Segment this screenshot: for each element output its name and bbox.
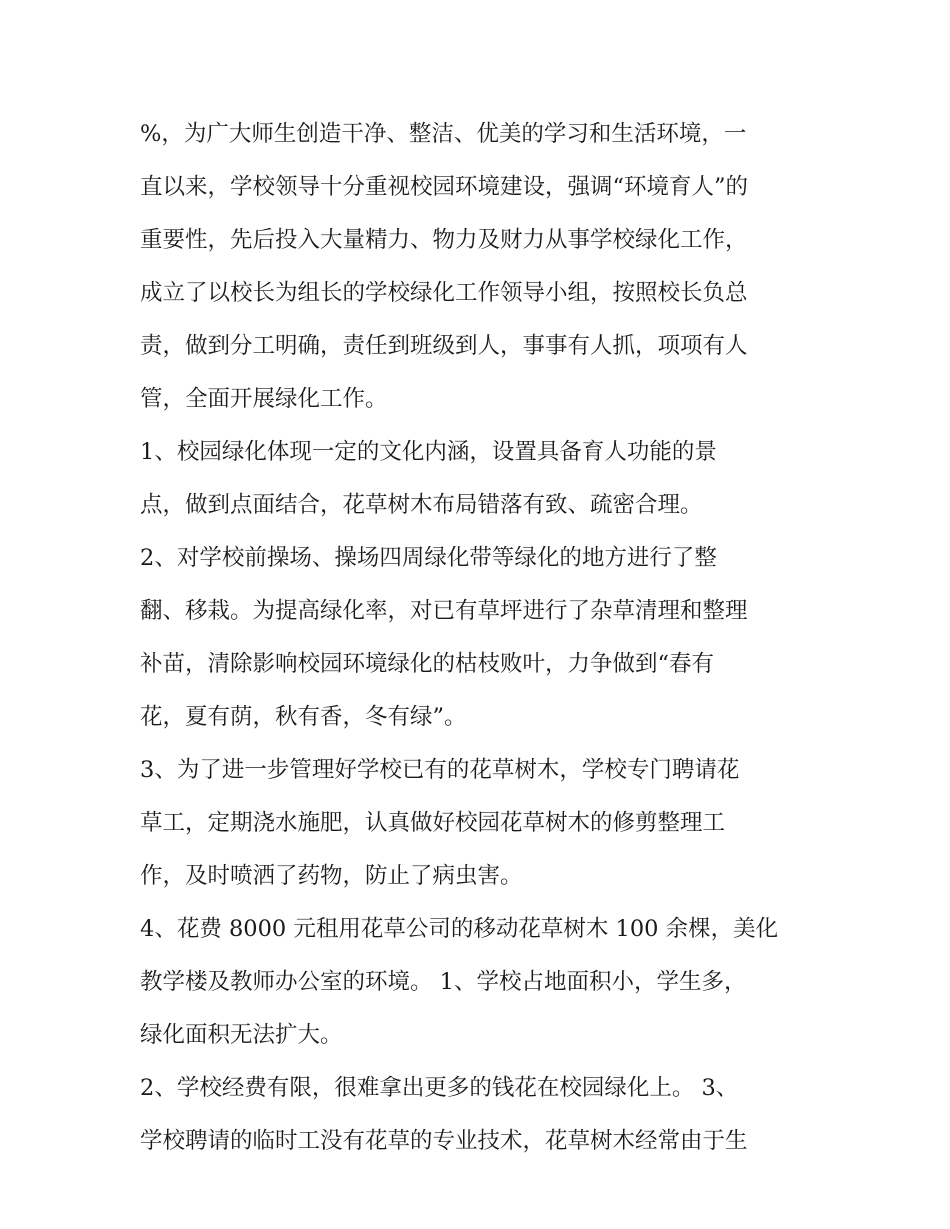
- text-line: 责，做到分工明确，责任到班级到人，事事有人抓，项项有人: [140, 333, 748, 359]
- document-body: [140, 108, 820, 1168]
- text-line: 学校聘请的临时工没有花草的专业技术，花草树木经常由于生: [140, 1128, 748, 1154]
- text-line: 3、为了进一步管理好学校已有的花草树木，学校专门聘请花: [140, 757, 740, 783]
- text-line: 作，及时喷洒了药物，防止了病虫害。: [140, 863, 523, 889]
- text-line: 点，做到点面结合，花草树木布局错落有致、疏密合理。: [140, 492, 703, 518]
- text-line: 管，全面开展绿化工作。: [140, 386, 388, 412]
- text-line: 1、校园绿化体现一定的文化内涵，设置具备育人功能的景: [140, 439, 717, 465]
- text-line: 草工，定期浇水施肥，认真做好校园花草树木的修剪整理工: [140, 810, 726, 836]
- text-line: 2、学校经费有限，很难拿出更多的钱花在校园绿化上。 3、: [140, 1075, 739, 1101]
- text-line: 4、花费 8000 元租用花草公司的移动花草树木 100 余棵，美化: [140, 916, 779, 942]
- text-line: 翻、移栽。为提高绿化率，对已有草坪进行了杂草清理和整理: [140, 598, 748, 624]
- text-line: 成立了以校长为组长的学校绿化工作领导小组，按照校长负总: [140, 280, 748, 306]
- text-line: 重要性，先后投入大量精力、物力及财力从事学校绿化工作，: [140, 227, 748, 253]
- text-line: 花，夏有荫，秋有香，冬有绿”。: [140, 704, 467, 730]
- text-line: 直以来，学校领导十分重视校园环境建设，强调“环境育人”的: [140, 174, 749, 200]
- text-line: 补苗，清除影响校园环境绿化的枯枝败叶，力争做到“春有: [140, 651, 715, 677]
- text-line: %，为广大师生创造干净、整洁、优美的学习和生活环境，一: [140, 121, 747, 147]
- text-line: 绿化面积无法扩大。: [140, 1022, 343, 1048]
- text-line: 教学楼及教师办公室的环境。 1、学校占地面积小，学生多，: [140, 969, 747, 995]
- text-line: 2、对学校前操场、操场四周绿化带等绿化的地方进行了整: [140, 545, 717, 571]
